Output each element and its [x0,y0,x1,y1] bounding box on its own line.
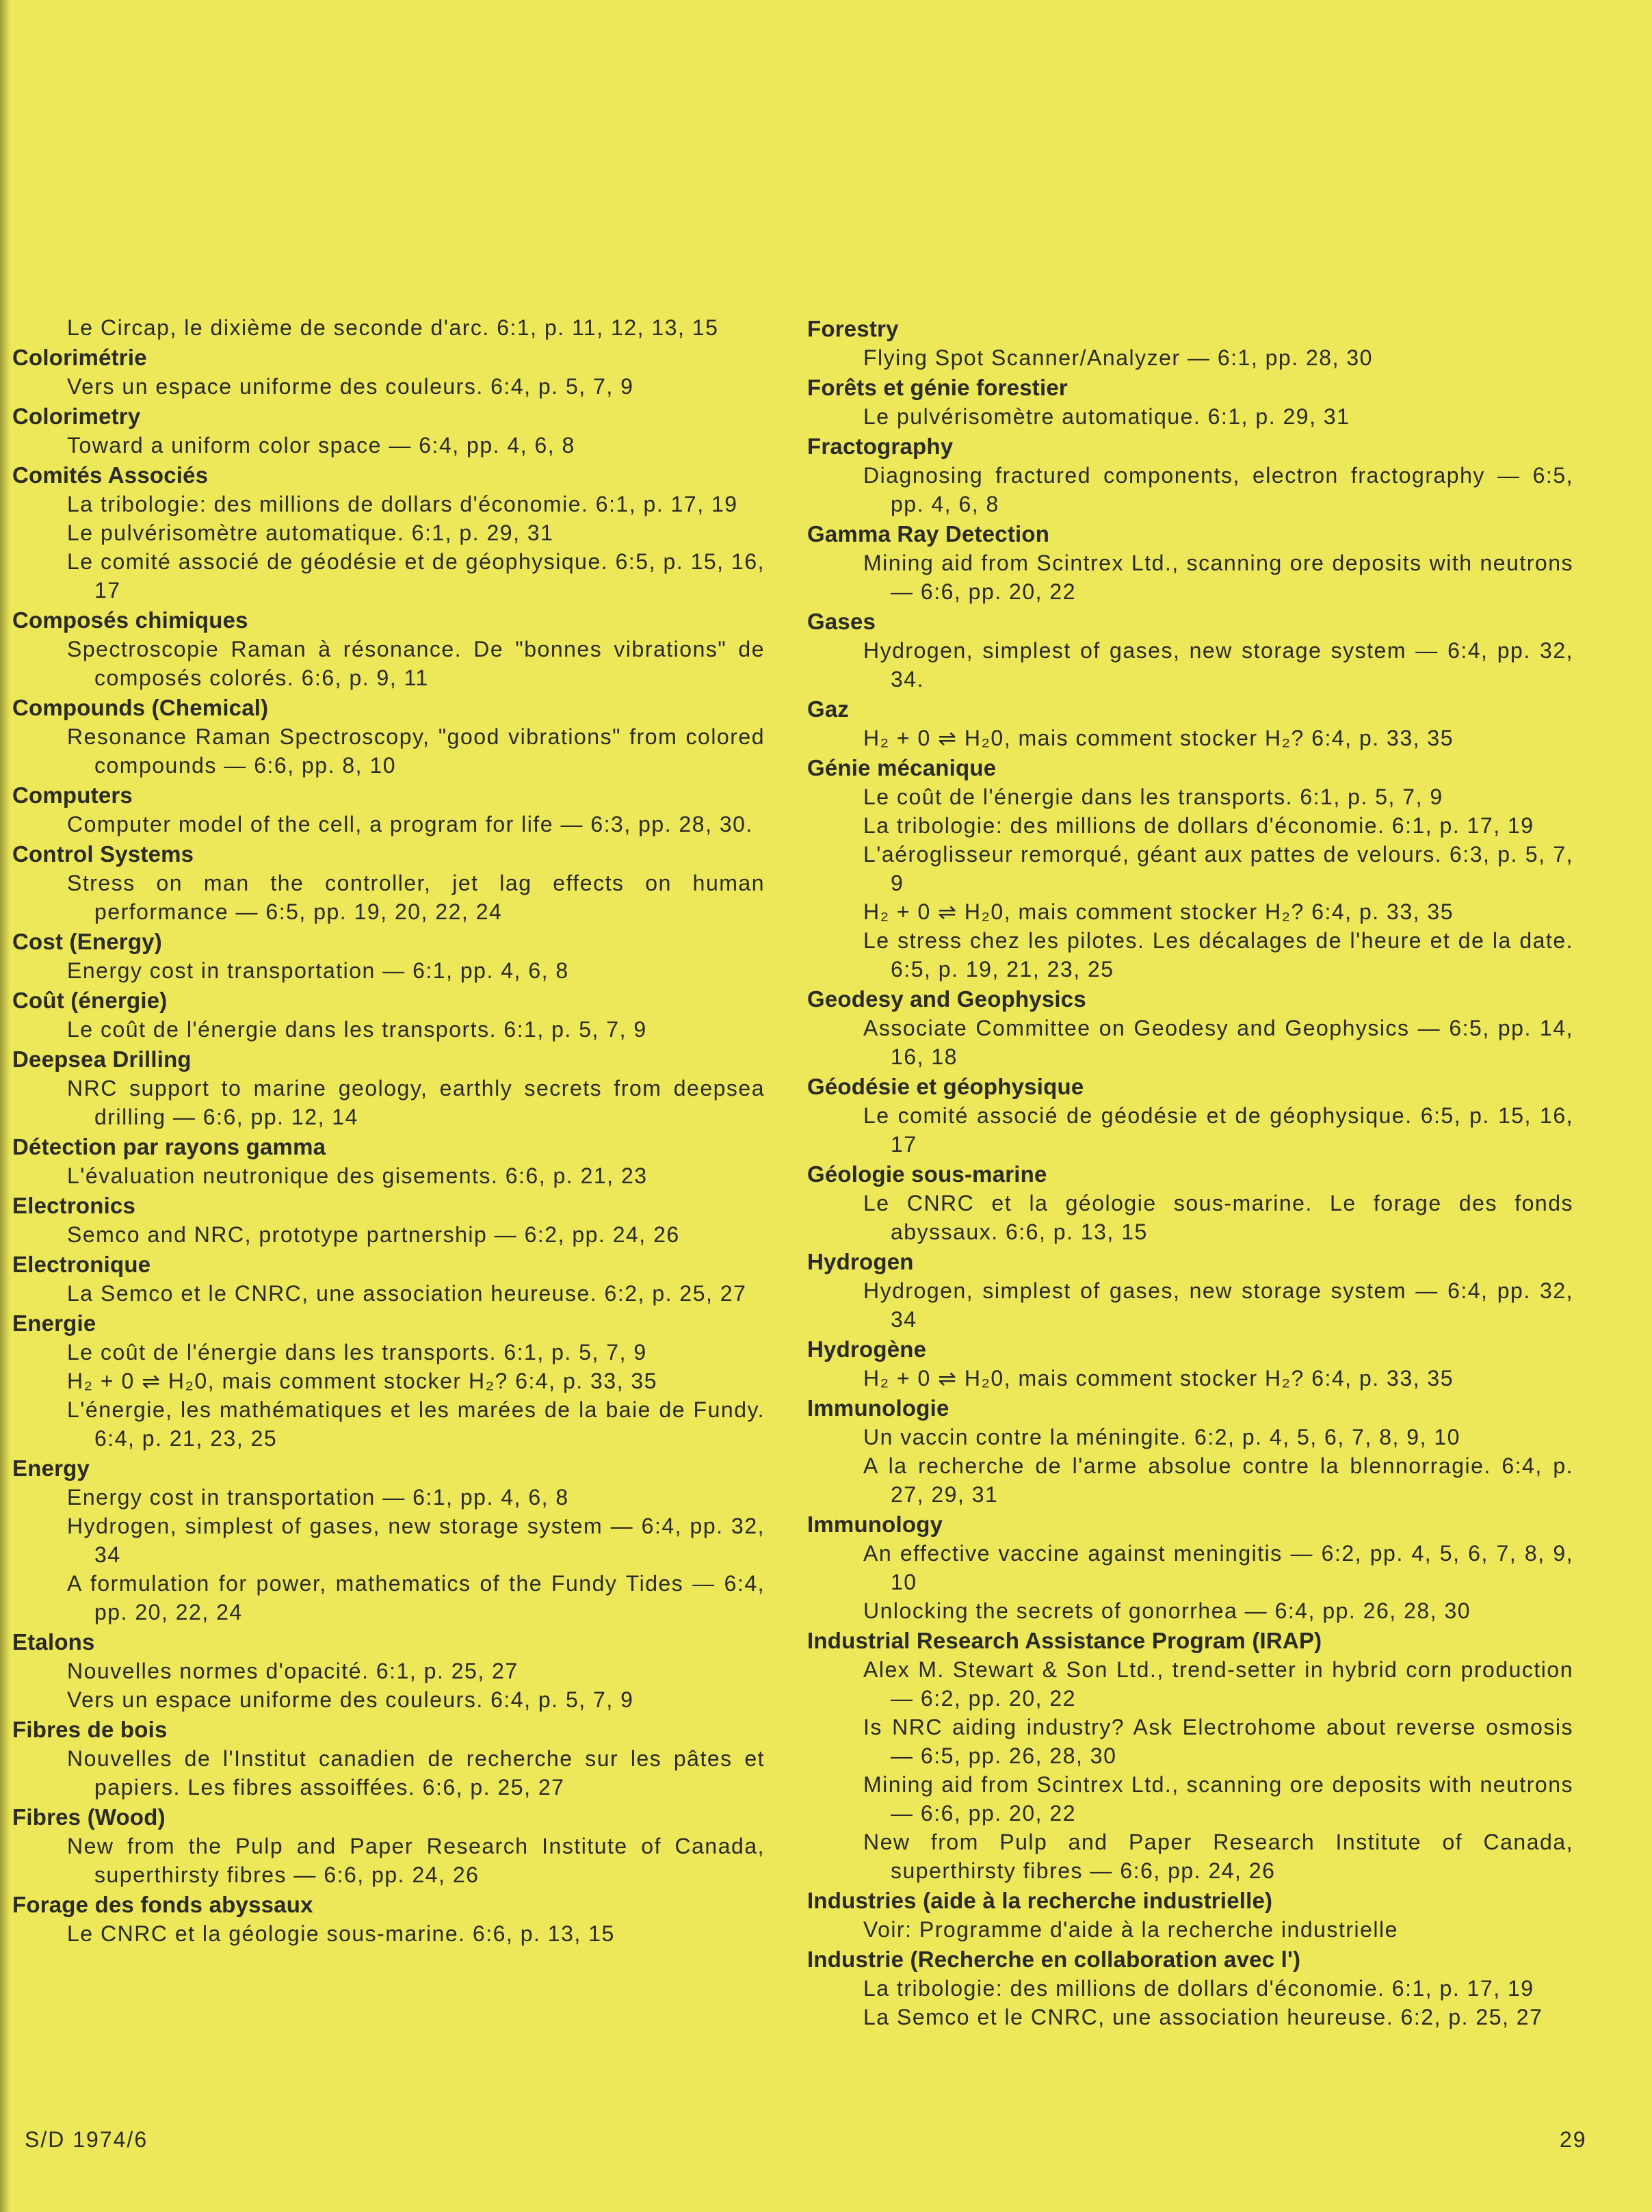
index-heading: Industries (aide à la recherche industrielle) [807,1888,1273,1913]
index-heading: Etalons [12,1629,95,1655]
index-reference: Is NRC aiding industry? Ask Electrohome about reverse osmosis — 6:5, pp. 26, 28, 30 [863,1715,1573,1768]
index-heading: Immunology [807,1512,943,1537]
index-heading: Colorimétrie [12,345,147,370]
index-reference: Diagnosing fractured components, electron fractography — 6:5, pp. 4, 6, 8 [863,463,1573,516]
index-entry [12,985,765,1044]
index-heading: Gamma Ray Detection [807,521,1050,547]
index-heading: Fibres de bois [12,1717,168,1742]
index-entry [12,1190,765,1249]
index-reference: New from the Pulp and Paper Research Institute of Canada, superthirsty fibres — 6:6, pp. 24, 26 [67,1834,765,1887]
index-reference: Le Circap, le dixième de seconde d'arc. 6:1, p. 11, 12, 13, 15 [67,315,719,340]
index-entry [12,1802,765,1889]
index-entry [807,752,1573,984]
index-heading: Gaz [807,696,850,722]
index-heading: Geodesy and Geophysics [807,986,1086,1012]
index-reference: Hydrogen, simplest of gases, new storage system — 6:4, pp. 32, 34. [863,638,1573,692]
index-entry [807,372,1573,431]
index-entry [807,1246,1573,1334]
index-reference: Energy cost in transportation — 6:1, pp. 4, 6, 8 [67,958,569,983]
index-entry [12,1627,765,1714]
index-entry [12,342,765,401]
index-entry [12,460,765,605]
index-reference: Associate Committee on Geodesy and Geophysics — 6:5, pp. 14, 16, 18 [863,1016,1573,1069]
index-entry [807,1334,1573,1393]
index-heading: Hydrogen [807,1249,914,1274]
index-reference: Vers un espace uniforme des couleurs. 6:4, p. 5, 7, 9 [67,1687,634,1712]
index-heading: Colorimetry [12,404,141,429]
index-entry [12,780,765,839]
index-reference: Energy cost in transportation — 6:1, pp. 4, 6, 8 [67,1485,569,1510]
index-entry [12,926,765,985]
index-entry [807,1885,1573,1944]
index-reference: Mining aid from Scintrex Ltd., scanning ore deposits with neutrons — 6:6, pp. 20, 22 [863,551,1573,604]
index-heading: Comités Associés [12,462,209,488]
index-reference: H₂ + 0 ⇌ H₂0, mais comment stocker H₂? 6:4, p. 33, 35 [863,899,1454,924]
index-reference: H₂ + 0 ⇌ H₂0, mais comment stocker H₂? 6:4, p. 33, 35 [863,1366,1454,1391]
index-reference: La tribologie: des millions de dollars d'économie. 6:1, p. 17, 19 [863,813,1534,838]
index-reference: Nouvelles normes d'opacité. 6:1, p. 25, 27 [67,1659,519,1683]
index-entry [807,1071,1573,1159]
index-entry [12,1308,765,1453]
index-entry [12,1714,765,1802]
index-heading: Cost (Energy) [12,929,162,954]
index-entry [12,605,765,692]
index-entry [807,606,1573,694]
index-heading: Composés chimiques [12,607,248,633]
index-entry [12,692,765,780]
index-heading: Control Systems [12,841,194,867]
index-reference: Stress on man the controller, jet lag effects on human performance — 6:5, pp. 19, 20, 22, 24 [67,871,765,924]
index-heading: Forestry [807,316,899,341]
index-heading: Fibres (Wood) [12,1804,166,1830]
index-reference: Hydrogen, simplest of gases, new storage system — 6:4, pp. 32, 34 [67,1514,765,1567]
index-entry [12,401,765,460]
index-column-left [12,313,765,1948]
page-number: 29 [1560,2127,1587,2152]
index-heading: Hydrogène [807,1337,927,1362]
index-heading: Détection par rayons gamma [12,1134,326,1159]
index-heading: Compounds (Chemical) [12,695,269,720]
index-entry [12,1131,765,1190]
index-entry [12,839,765,926]
index-reference: H₂ + 0 ⇌ H₂0, mais comment stocker H₂? 6:4, p. 33, 35 [67,1369,657,1393]
index-entry [807,1509,1573,1625]
index-reference: Flying Spot Scanner/Analyzer — 6:1, pp. 28, 30 [863,345,1373,370]
index-reference: A la recherche de l'arme absolue contre la blennorragie. 6:4, p. 27, 29, 31 [863,1453,1573,1507]
index-reference: La tribologie: des millions de dollars d'économie. 6:1, p. 17, 19 [67,492,738,516]
index-column-right [807,313,1573,2031]
index-heading: Deepsea Drilling [12,1046,192,1072]
index-entry [807,313,1573,372]
index-heading: Forêts et génie forestier [807,375,1068,400]
index-heading: Energy [12,1456,90,1481]
index-entry [12,1249,765,1308]
index-reference: New from Pulp and Paper Research Institute of Canada, superthirsty fibres — 6:6, pp. 24, 26 [863,1830,1573,1883]
footer-issue-label: S/D 1974/6 [25,2127,148,2152]
index-reference: Le comité associé de géodésie et de géophysique. 6:5, p. 15, 16, 17 [863,1103,1573,1157]
index-entry [12,1453,765,1627]
index-entry [12,1889,765,1948]
index-reference: Le CNRC et la géologie sous-marine. Le forage des fonds abyssaux. 6:6, p. 13, 15 [863,1191,1573,1244]
index-reference: Le coût de l'énergie dans les transports. 6:1, p. 5, 7, 9 [67,1017,647,1042]
index-entry [807,431,1573,518]
index-entry [12,1044,765,1131]
index-heading: Géologie sous-marine [807,1161,1047,1187]
index-reference: Mining aid from Scintrex Ltd., scanning ore deposits with neutrons — 6:6, pp. 20, 22 [863,1772,1573,1826]
index-reference: Nouvelles de l'Institut canadien de recherche sur les pâtes et papiers. Les fibres assoiffées. 6:6, p. 25, 27 [67,1746,765,1800]
index-heading: Computers [12,782,133,808]
index-reference: Le coût de l'énergie dans les transports. 6:1, p. 5, 7, 9 [67,1340,647,1365]
index-heading: Forage des fonds abyssaux [12,1892,313,1917]
index-reference: Unlocking the secrets of gonorrhea — 6:4, pp. 26, 28, 30 [863,1598,1471,1623]
page-binding-edge [0,0,11,2212]
index-heading: Géodésie et géophysique [807,1074,1084,1099]
index-entry [807,694,1573,752]
index-reference: Voir: Programme d'aide à la recherche industrielle [863,1917,1398,1942]
index-entry [12,313,765,342]
index-reference: Vers un espace uniforme des couleurs. 6:4, p. 5, 7, 9 [67,374,634,399]
index-reference: Hydrogen, simplest of gases, new storage system — 6:4, pp. 32, 34 [863,1278,1573,1332]
index-reference: Resonance Raman Spectroscopy, "good vibrations" from colored compounds — 6:6, pp. 8, 10 [67,724,765,778]
index-entry [807,1944,1573,2031]
index-reference: Le pulvérisomètre automatique. 6:1, p. 29, 31 [863,404,1350,429]
index-reference: Spectroscopie Raman à résonance. De "bonnes vibrations" de composés colorés. 6:6, p. 9, 11 [67,637,765,690]
index-reference: Le stress chez les pilotes. Les décalages de l'heure et de la date. 6:5, p. 19, 21, 23, 25 [863,928,1573,982]
index-heading: Energie [12,1311,96,1336]
index-reference: Un vaccin contre la méningite. 6:2, p. 4, 5, 6, 7, 8, 9, 10 [863,1425,1460,1449]
index-entry [807,518,1573,606]
index-heading: Fractography [807,434,954,459]
index-heading: Electronics [12,1193,136,1218]
index-reference: Alex M. Stewart & Son Ltd., trend-setter in hybrid corn production — 6:2, pp. 20, 22 [863,1657,1573,1711]
index-heading: Gases [807,609,876,634]
index-reference: Le comité associé de géodésie et de géophysique. 6:5, p. 15, 16, 17 [67,549,765,603]
index-heading: Industrie (Recherche en collaboration avec l') [807,1947,1301,1972]
index-reference: A formulation for power, mathematics of the Fundy Tides — 6:4, pp. 20, 22, 24 [67,1571,765,1624]
index-reference: Le pulvérisomètre automatique. 6:1, p. 29, 31 [67,521,554,545]
index-heading: Industrial Research Assistance Program (IRAP) [807,1628,1322,1653]
index-reference: La Semco et le CNRC, une association heureuse. 6:2, p. 25, 27 [863,2005,1543,2029]
index-entry [807,1393,1573,1509]
index-reference: Semco and NRC, prototype partnership — 6:2, pp. 24, 26 [67,1222,680,1247]
index-reference: Le CNRC et la géologie sous-marine. 6:6, p. 13, 15 [67,1921,615,1946]
index-reference: L'énergie, les mathématiques et les marées de la baie de Fundy. 6:4, p. 21, 23, 25 [67,1397,765,1451]
index-reference: An effective vaccine against meningitis — 6:2, pp. 4, 5, 6, 7, 8, 9, 10 [863,1541,1573,1594]
index-reference: L'aéroglisseur remorqué, géant aux pattes de velours. 6:3, p. 5, 7, 9 [863,842,1573,895]
index-heading: Electronique [12,1252,151,1277]
index-entry [807,984,1573,1071]
index-heading: Immunologie [807,1395,949,1421]
index-entry [807,1625,1573,1885]
index-reference: Toward a uniform color space — 6:4, pp. 4, 6, 8 [67,433,575,458]
index-reference: La Semco et le CNRC, une association heureuse. 6:2, p. 25, 27 [67,1281,747,1306]
index-heading: Coût (énergie) [12,988,168,1013]
index-reference: Computer model of the cell, a program for life — 6:3, pp. 28, 30. [67,812,753,837]
index-heading: Génie mécanique [807,755,997,780]
index-reference: La tribologie: des millions de dollars d'économie. 6:1, p. 17, 19 [863,1976,1534,2001]
index-entry [807,1159,1573,1246]
index-reference: NRC support to marine geology, earthly secrets from deepsea drilling — 6:6, pp. 12, 14 [67,1076,765,1129]
index-reference: L'évaluation neutronique des gisements. 6:6, p. 21, 23 [67,1163,648,1188]
index-reference: Le coût de l'énergie dans les transports. 6:1, p. 5, 7, 9 [863,785,1443,809]
index-reference: H₂ + 0 ⇌ H₂0, mais comment stocker H₂? 6:4, p. 33, 35 [863,726,1454,750]
